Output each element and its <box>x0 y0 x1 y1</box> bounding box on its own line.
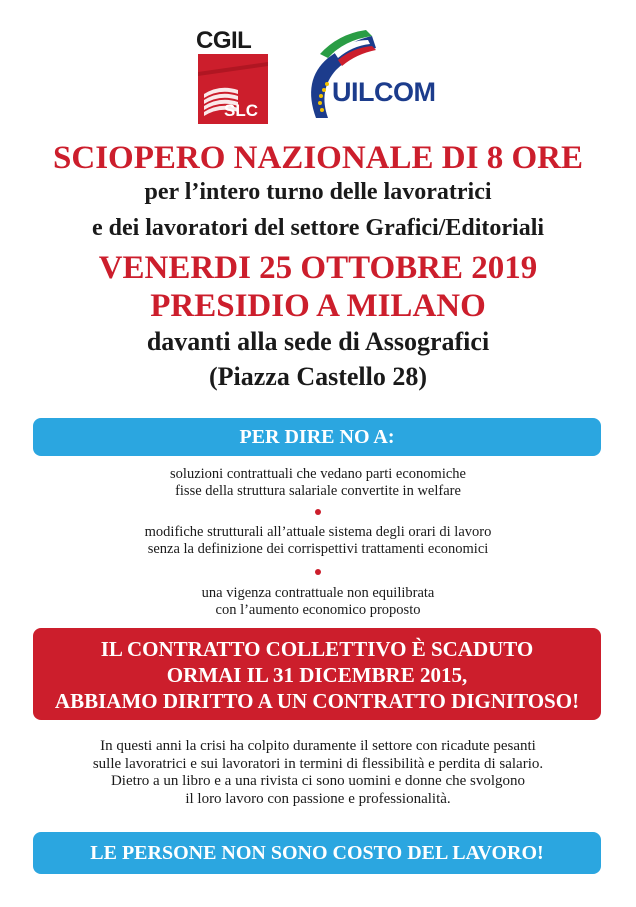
contract-line2: ORMAI IL 31 DICEMBRE 2015, <box>166 663 468 687</box>
uilcom-logo-text: UILCOM <box>332 77 436 107</box>
footer-banner-text: LE PERSONE NON SONO COSTO DEL LAVORO! <box>90 842 544 864</box>
strike-date: VENERDI 25 OTTOBRE 2019 <box>98 250 538 286</box>
contract-line3: ABBIAMO DIRITTO A UN CONTRATTO DIGNITOSO! <box>54 689 580 713</box>
list-item-1-line1: soluzioni contrattuali che vedano parti economiche <box>170 466 466 482</box>
paragraph-line3: Dietro a un libro e a una rivista ci sono uomini e donne che svolgono <box>110 773 526 789</box>
list-item-2-line1: modifiche strutturali all’attuale sistema degli orari di lavoro <box>144 524 492 540</box>
strike-subtitle-line1: per l’intero turno delle lavoratrici <box>144 179 492 205</box>
cgil-logo-text: CGIL <box>196 27 252 54</box>
paragraph-line1: In questi anni la crisi ha colpito duramente il settore con ricadute pesanti <box>100 738 536 754</box>
bullet-icon <box>315 569 321 575</box>
list-item-3-line1: una vigenza contrattuale non equilibrata <box>201 585 435 601</box>
strike-subtitle-line2: e dei lavoratori del settore Grafici/Editoriali <box>91 215 545 241</box>
location-line1: davanti alla sede di Assografici <box>146 327 490 356</box>
strike-title: SCIOPERO NAZIONALE DI 8 ORE <box>53 140 583 176</box>
contract-banner <box>33 628 601 720</box>
cgil-slc-logo <box>196 27 272 126</box>
list-item-2-line2: senza la definizione dei corrispettivi trattamenti economici <box>147 541 489 557</box>
no-section-heading: PER DIRE NO A: <box>239 426 395 448</box>
paragraph-line2: sulle lavoratrici e sui lavoratori in termini di flessibilità e perdita di salario. <box>92 755 544 772</box>
presidio-heading: PRESIDIO A MILANO <box>150 288 486 324</box>
slc-logo-text: SLC <box>224 101 258 120</box>
footer-banner <box>33 832 601 874</box>
uilcom-logo <box>294 30 444 126</box>
contract-line1: IL CONTRATTO COLLETTIVO È SCADUTO <box>100 637 534 661</box>
list-item-1-line2: fisse della struttura salariale convertite in welfare <box>175 483 461 499</box>
list-item-3-line2: con l’aumento economico proposto <box>215 602 421 618</box>
paragraph-line4: il loro lavoro con passione e professionalità. <box>185 790 451 807</box>
no-section-banner <box>33 418 601 456</box>
bullet-icon <box>315 509 321 515</box>
location-line2: (Piazza Castello 28) <box>208 362 428 391</box>
